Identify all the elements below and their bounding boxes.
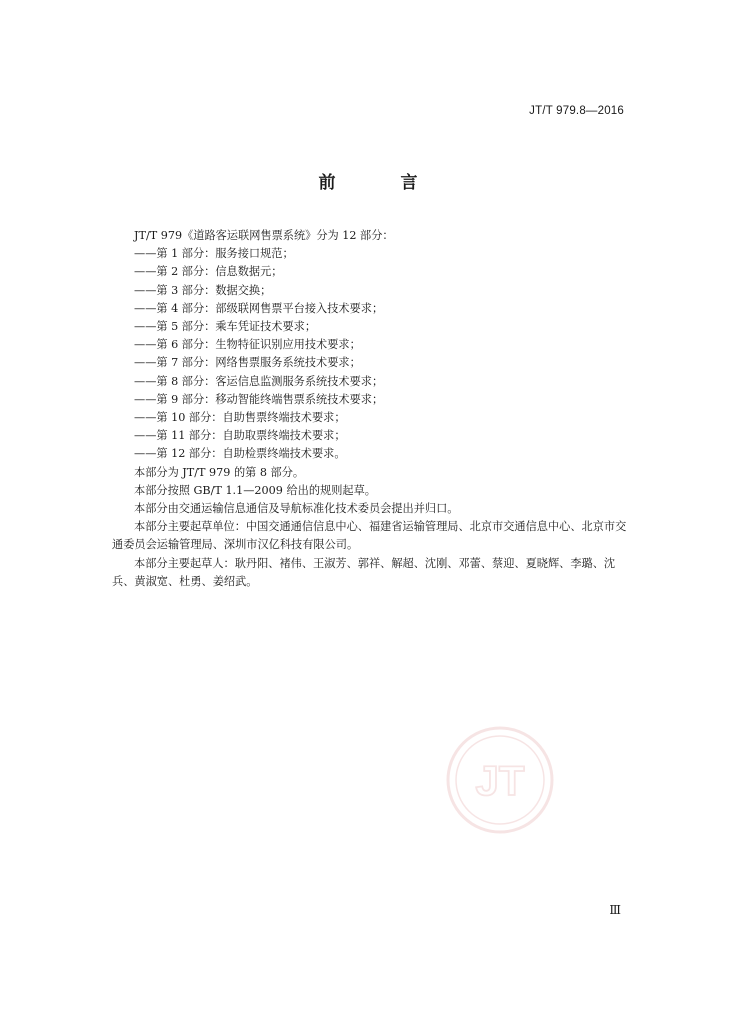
list-item: ——第 10 部分：自助售票终端技术要求；	[134, 411, 346, 425]
intro-paragraph: JT/T 979《道路客运联网售票系统》分为 12 部分：	[134, 229, 394, 242]
foreword-body	[112, 227, 628, 591]
list-item: ——第 5 部分：乘车凭证技术要求；	[134, 320, 317, 334]
jt-watermark-seal	[445, 725, 555, 835]
list-item: ——第 11 部分：自助取票终端技术要求；	[134, 429, 346, 443]
svg-text:JT: JT	[475, 757, 525, 804]
drafting-rules-paragraph: 本部分按照 GB/T 1.1—2009 给出的规则起草。	[134, 483, 376, 497]
list-item: ——第 1 部分：服务接口规范；	[134, 247, 294, 261]
proposer-paragraph: 本部分由交通运输信息通信及导航标准化技术委员会提出并归口。	[134, 502, 459, 516]
drafters-paragraph: 本部分主要起草人：耿丹阳、褚伟、王淑芳、郭祥、解超、沈刚、邓蕾、蔡迎、夏晓辉、李璐、沈兵、黄淑宽、杜勇、姜绍武。	[112, 556, 616, 588]
page-number: Ⅲ	[609, 903, 621, 917]
list-item: ——第 8 部分：客运信息监测服务系统技术要求；	[134, 374, 384, 388]
list-item: ——第 6 部分：生物特征识别应用技术要求；	[134, 338, 361, 352]
list-item: ——第 9 部分：移动智能终端售票系统技术要求；	[134, 392, 384, 406]
drafting-units-paragraph: 本部分主要起草单位：中国交通通信信息中心、福建省运输管理局、北京市交通信息中心、北京市交通委员会运输管理局、深圳市汉亿科技有限公司。	[112, 520, 627, 552]
page-title: 前 言	[318, 173, 442, 193]
list-item: ——第 3 部分：数据交换；	[134, 283, 272, 297]
list-item: ——第 4 部分：部级联网售票平台接入技术要求；	[134, 301, 384, 315]
list-item: ——第 2 部分：信息数据元；	[134, 265, 283, 279]
standard-code: JT/T 979.8—2016	[529, 105, 624, 117]
list-item: ——第 7 部分：网络售票服务系统技术要求；	[134, 356, 361, 370]
part-number-paragraph: 本部分为 JT/T 979 的第 8 部分。	[134, 465, 305, 479]
parts-list	[112, 245, 628, 463]
list-item: ——第 12 部分：自助检票终端技术要求。	[134, 447, 346, 461]
